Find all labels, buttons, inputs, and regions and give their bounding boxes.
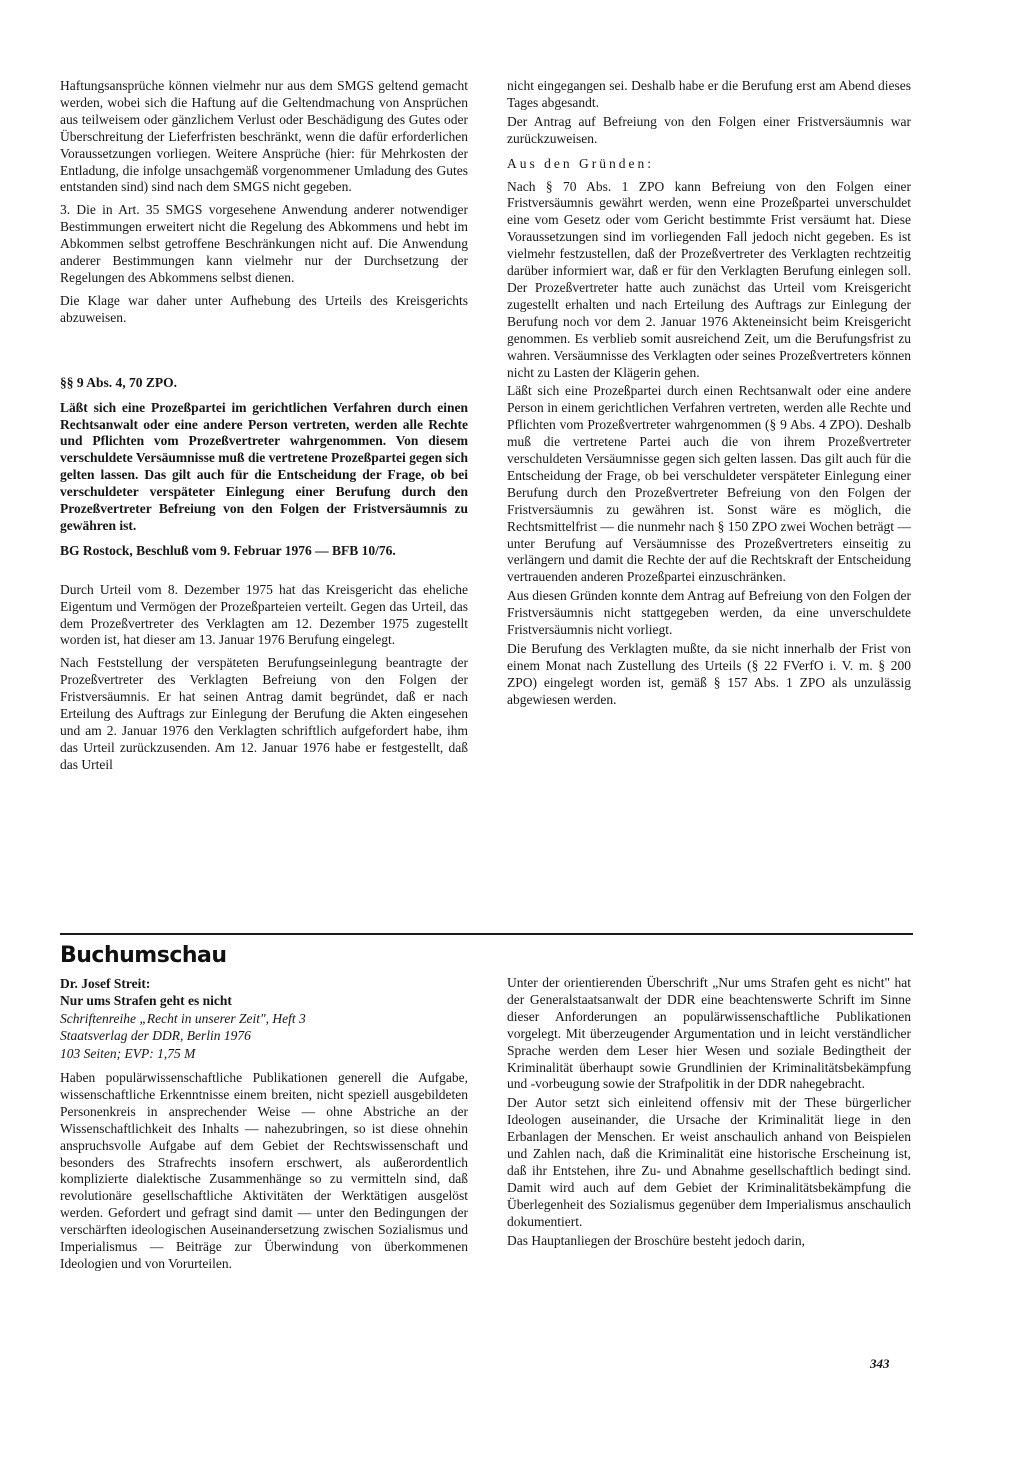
- book-header: [60, 975, 468, 1062]
- court-citation: BG Rostock, Beschluß vom 9. Februar 1976 — BFB 10/76.: [60, 542, 396, 558]
- paragraph: nicht eingegangen sei. Deshalb habe er die Berufung erst am Abend dieses Tages abgesandt.: [507, 78, 911, 110]
- column-bottom-right: [507, 975, 911, 1256]
- statute-reference: §§ 9 Abs. 4, 70 ZPO.: [60, 374, 178, 390]
- page-number: 343: [870, 1356, 890, 1371]
- paragraph: Die Berufung des Verklagten mußte, da sie nicht innerhalb der Frist von einem Monat nach Zustellung des Urteils (§ 22 FVerfO i. V. m. § 200 ZPO) eingelegt worden ist, gemäß § 157 Abs. 1 ZPO als unzulässig abgewiesen werden.: [507, 641, 911, 707]
- paragraph: Unter der orientierenden Überschrift „Nur ums Strafen geht es nicht" hat der Generalstaatsanwalt der DDR eine beachtenswerte Schrift im Sinne dieser Anforderungen an populärwissenschaftliche Publikationen vorgelegt. Mit überzeugender Argumentation und in leicht verständlicher Sprache werden dem Leser hier Wesen und soziale Bedingtheit der Kriminalität überhaupt sowie Grundlinien der Kriminalitätsbekämpfung und -vorbeugung sowie der Strafpolitik in der DDR nahegebracht.: [507, 975, 911, 1092]
- paragraph: Läßt sich eine Prozeßpartei durch einen Rechtsanwalt oder eine andere Person in einem gerichtlichen Verfahren vertreten, werden alle Rechte und Pflichten vom Prozeßvertreter wahrgenommen (§ 9 Abs. 4 ZPO). Deshalb muß die vertretene Partei auch die von ihrem Prozeßvertreter verschuldeten Versäumnisse gegen sich gelten lassen. Das gilt auch für die Entscheidung der Frage, ob bei verschuldeter verspäteter Einlegung einer Berufung durch den Prozeßvertreter Befreiung von den Folgen der Fristversäumnis zu gewähren ist. Sonst wäre es möglich, die Rechtsmittelfrist — die nunmehr nach § 150 ZPO zwei Wochen beträgt — unter Berufung auf Versäumnisse des Prozeßvertreters einseitig zu verlängern und damit die Rechte der auf die Rechtskraft der Entscheidung vertrauenden anderen Prozeßpartei einzuschränken.: [507, 383, 911, 585]
- paragraph: Der Antrag auf Befreiung von den Folgen einer Fristversäumnis war zurückzuweisen.: [507, 113, 911, 146]
- paragraph: Die Klage war daher unter Aufhebung des Urteils des Kreisgerichts abzuweisen.: [60, 292, 468, 325]
- column-top-left: [60, 78, 468, 780]
- paragraph: Durch Urteil vom 8. Dezember 1975 hat das Kreisgericht das eheliche Eigentum und Vermögen der Prozeßparteien verteilt. Gegen das Urteil, das dem Prozeßvertreter des Verklagten am 12. Dezember 1975 zugestellt worden ist, hat dieser am 13. Januar 1976 Berufung eingelegt.: [60, 581, 468, 648]
- paragraph: 3. Die in Art. 35 SMGS vorgesehene Anwendung anderer notwendiger Bestimmungen erweitert nicht die Regelung des Abkommens und hebt im Abkommen selbst getroffene Beschränkungen nicht auf. Die Anwendung anderer Bestimmungen kann vielmehr nur der Durchsetzung der Regelungen des Abkommens selbst dienen.: [60, 202, 468, 285]
- section-title: Buchumschau: [60, 943, 227, 968]
- paragraph: Der Autor setzt sich einleitend offensiv mit der These bürgerlicher Ideologen auseinander, die Ursache der Kriminalität liege in den Erbanlagen der Menschen. Er weist anschaulich anhand von Beispielen und Zahlen nach, daß die Kriminalität eine historische Erscheinung ist, daß ihr Entstehen, ihre Zu- und Abnahme gesellschaftlich bedingt sind. Damit wird auch auf dem Gebiet der Kriminalitätsbekämpfung die Überlegenheit des Sozialismus gegenüber dem Imperialismus anschaulich dokumentiert.: [507, 1095, 911, 1229]
- paragraph: Haftungsansprüche können vielmehr nur aus dem SMGS geltend gemacht werden, wobei sich die Haftung auf die Geltendmachung von Ansprüchen aus teilweisem oder gänzlichem Verlust oder Beschädigung des Gutes oder Überschreitung der Lieferfristen beschränkt, wenn die dafür erforderlichen Voraussetzungen vorliegen. Weitere Ansprüche (hier: für Mehrkosten der Entladung, die infolge unsachgemäß vorgenommener Umladung des Gutes entstanden sind) sind nach dem SMGS nicht gegeben.: [60, 78, 468, 195]
- grounds-heading: Aus den Gründen:: [507, 155, 654, 171]
- paragraph: Nach Feststellung der verspäteten Berufungseinlegung beantragte der Prozeßvertreter des Verklagten Befreiung von den Folgen der Fristversäumnis. Er hat seinen Antrag damit begründet, daß er nach Erteilung des Auftrags zur Einlegung der Berufung die Akten eingesehen und am 2. Januar 1976 den Verklagten schriftlich aufgefordert habe, ihm das Urteil zurückzusenden. Am 12. Januar 1976 habe er festgestellt, daß das Urteil: [60, 655, 468, 772]
- column-bottom-left: [60, 975, 468, 1279]
- book-author: Dr. Josef Streit:: [60, 976, 151, 991]
- book-series: Schriftenreihe „Recht in unserer Zeit", Heft 3: [60, 1010, 306, 1026]
- section-divider: [60, 933, 913, 935]
- paragraph: Aus diesen Gründen konnte dem Antrag auf Befreiung von den Folgen der Fristversäumnis nicht stattgegeben werden, da eine unverschuldete Fristversäumnis nicht vorliegt.: [507, 588, 911, 638]
- headnote: Läßt sich eine Prozeßpartei im gerichtlichen Verfahren durch einen Rechtsanwalt oder eine andere Person vertreten, werden alle Rechte und Pflichten vom Prozeßvertreter wahrgenommen. Von diesem verschuldete Versäumnisse muß die vertretene Prozeßpartei gegen sich gelten lassen. Das gilt auch für die Entscheidung der Frage, ob bei verschuldeter verspäteter Einlegung einer Berufung durch den Prozeßvertreter Befreiung von den Folgen der Fristversäumnis zu gewähren ist.: [60, 399, 468, 533]
- book-pages-price: 103 Seiten; EVP: 1,75 M: [60, 1045, 196, 1061]
- paragraph: Nach § 70 Abs. 1 ZPO kann Befreiung von den Folgen einer Fristversäumnis gewährt werden, wenn eine Prozeßpartei unverschuldet eine vom Gesetz oder vom Gericht bestimmte Frist versäumt hat. Diese Voraussetzungen sind im vorliegenden Fall jedoch nicht gegeben. Es ist vielmehr festzustellen, daß der Prozeßvertreter des Verklagten rechtzeitig darüber informiert war, daß er für den Verklagten Berufung einlegen soll. Der Prozeßvertreter hatte auch zunächst das Urteil vom Kreisgericht zugestellt erhalten und nach Erteilung des Auftrags zur Einlegung der Berufung noch vor dem 2. Januar 1976 Akteneinsicht beim Kreisgericht genommen. Es verblieb somit ausreichend Zeit, um die Berufungsfrist zu wahren. Versäumnisse des Verklagten oder seines Prozeßvertreters können nicht zu Lasten der Klägerin gehen.: [507, 178, 911, 380]
- paragraph: Das Hauptanliegen der Broschüre besteht jedoch darin,: [507, 1232, 806, 1248]
- book-publisher: Staatsverlag der DDR, Berlin 1976: [60, 1028, 251, 1044]
- book-title: Nur ums Strafen geht es nicht: [60, 993, 232, 1009]
- column-top-right: [507, 78, 911, 715]
- paragraph: Haben populärwissenschaftliche Publikationen generell die Aufgabe, wissenschaftliche Erkenntnisse einem breiten, nicht speziell ausgebildeten Personenkreis in ansprechender Weise — ohne Abstriche an der Wissenschaftlichkeit des Inhalts — nahezubringen, so ist diese ohnehin anspruchsvolle Aufgabe auf dem Gebiet der Rechtswissenschaft und besonders des Strafrechts insofern erschwert, als außerordentlich komplizierte dialektische Zusammenhänge so zu vermitteln sind, daß revolutionäre gesellschaftliche Aktivitäten der Werktätigen ausgelöst werden. Gefordert und gefragt sind damit — unter den Bedingungen der verschärften ideologischen Auseinandersetzung zwischen Sozialismus und Imperialismus — Beiträge zur Überwindung von überkommenen Ideologien und von Vorurteilen.: [60, 1070, 468, 1271]
